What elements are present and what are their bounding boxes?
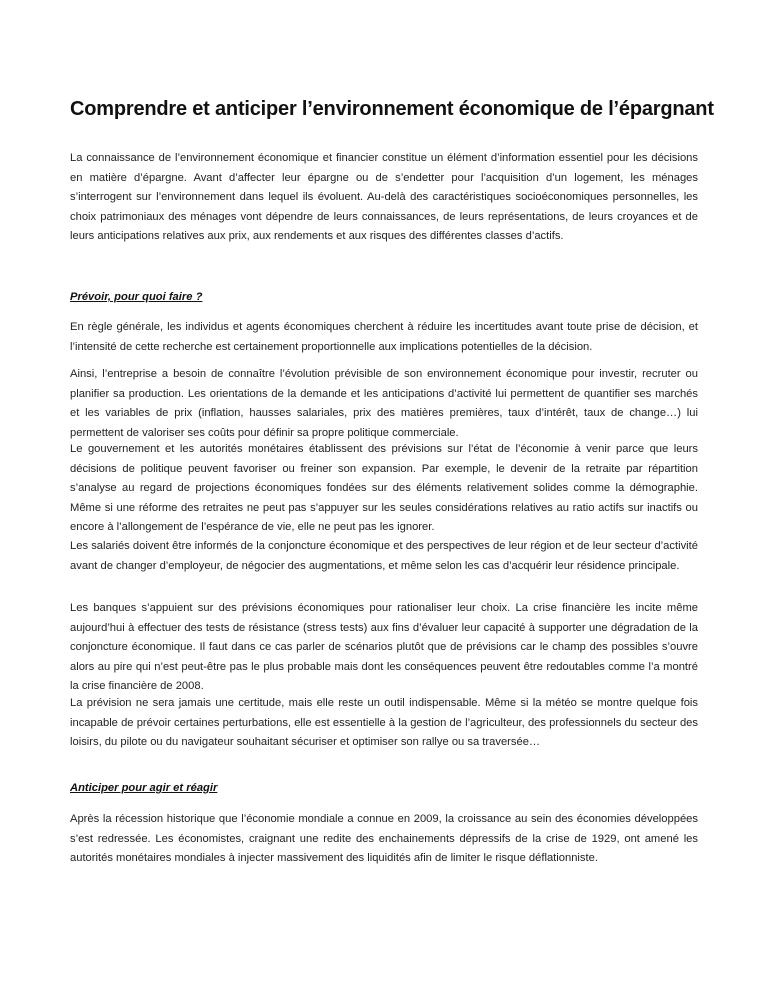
paragraph: Après la récession historique que l’économie mondiale a connue en 2009, la croissance au sein des économies développées s’est redressée. Les économistes, craignant une redite des enchainements dépressifs de la crise de 1929, ont amené les autorités monétaires mondiales à injecter massivement des liquidités afin de limiter le risque déflationniste. <box>70 813 698 865</box>
section-heading-prevoir: Prévoir, pour quoi faire ? <box>70 291 203 303</box>
intro-paragraph: La connaissance de l’environnement économique et financier constitue un élément d’information essentiel pour les décisions en matière d’épargne. Avant d’affecter leur épargne ou de s’endetter pour l’acquisition d’un logement, les ménages s’interrogent sur l’environnement dans lequel ils évoluent. Au-delà des caractéristiques socioéconomiques personnelles, les choix patrimoniaux des ménages vont dépendre de leurs connaissances, de leurs représentations, de leurs croyances et de leurs anticipations relatives aux prix, aux rendements et aux risques des différentes classes d’actifs. <box>70 152 698 243</box>
paragraph: Le gouvernement et les autorités monétaires établissent des prévisions sur l’état de l’économie à venir parce que leurs décisions de politique peuvent favoriser ou freiner son expansion. Par exemple, le devenir de la retraite par répartition s’analyse au regard de projections économiques fondées sur des éléments relativement solides comme la démographie. Même si une réforme des retraites ne peut pas s’appuyer sur les seules considérations relatives au ratio actifs sur inactifs ou encore à l’allongement de l’espérance de vie, elle ne peut pas les ignorer. <box>70 443 698 534</box>
paragraph: Les banques s’appuient sur des prévisions économiques pour rationaliser leur choix. La crise financière les incite même aujourd’hui à effectuer des tests de résistance (stress tests) aux fins d’évaluer leur capacité à supporter une dégradation de la conjoncture économique. Il faut dans ce cas parler de scénarios plutôt que de prévisions car le champ des possibles s’ouvre alors au pire qui n’est peut-être pas le plus probable mais dont les conséquences peuvent être redoutables comme l’a montré la crise financière de 2008. <box>70 602 698 693</box>
section-heading-anticiper: Anticiper pour agir et réagir <box>70 782 218 794</box>
paragraph: En règle générale, les individus et agents économiques cherchent à réduire les incertitudes avant toute prise de décision, et l’intensité de cette recherche est certainement proportionnelle aux implications potentielles de la décision. <box>70 321 698 353</box>
paragraph: Ainsi, l’entreprise a besoin de connaître l’évolution prévisible de son environnement économique pour investir, recruter ou planifier sa production. Les orientations de la demande et les anticipations d’activité lui permettent de quantifier ses marchés et les variables de prix (inflation, hausses salariales, prix des matières premières, taux d’intérêt, taux de change…) lui permettent de valoriser ses coûts pour définir sa propre politique commerciale. <box>70 368 698 439</box>
document-title: Comprendre et anticiper l’environnement économique de l’épargnant <box>70 98 714 121</box>
paragraph: Les salariés doivent être informés de la conjoncture économique et des perspectives de leur région et de leur secteur d’activité avant de changer d’employeur, de négocier des augmentations, et même selon les cas d’acquérir leur résidence principale. <box>70 540 698 572</box>
paragraph: La prévision ne sera jamais une certitude, mais elle reste un outil indispensable. Même si la météo se montre quelque fois incapable de prévoir certaines perturbations, elle est essentielle à la gestion de l’agriculteur, des professionnels du secteur des loisirs, du pilote ou du navigateur souhaitant sécuriser et optimiser son rallye ou sa traversée… <box>70 697 698 749</box>
